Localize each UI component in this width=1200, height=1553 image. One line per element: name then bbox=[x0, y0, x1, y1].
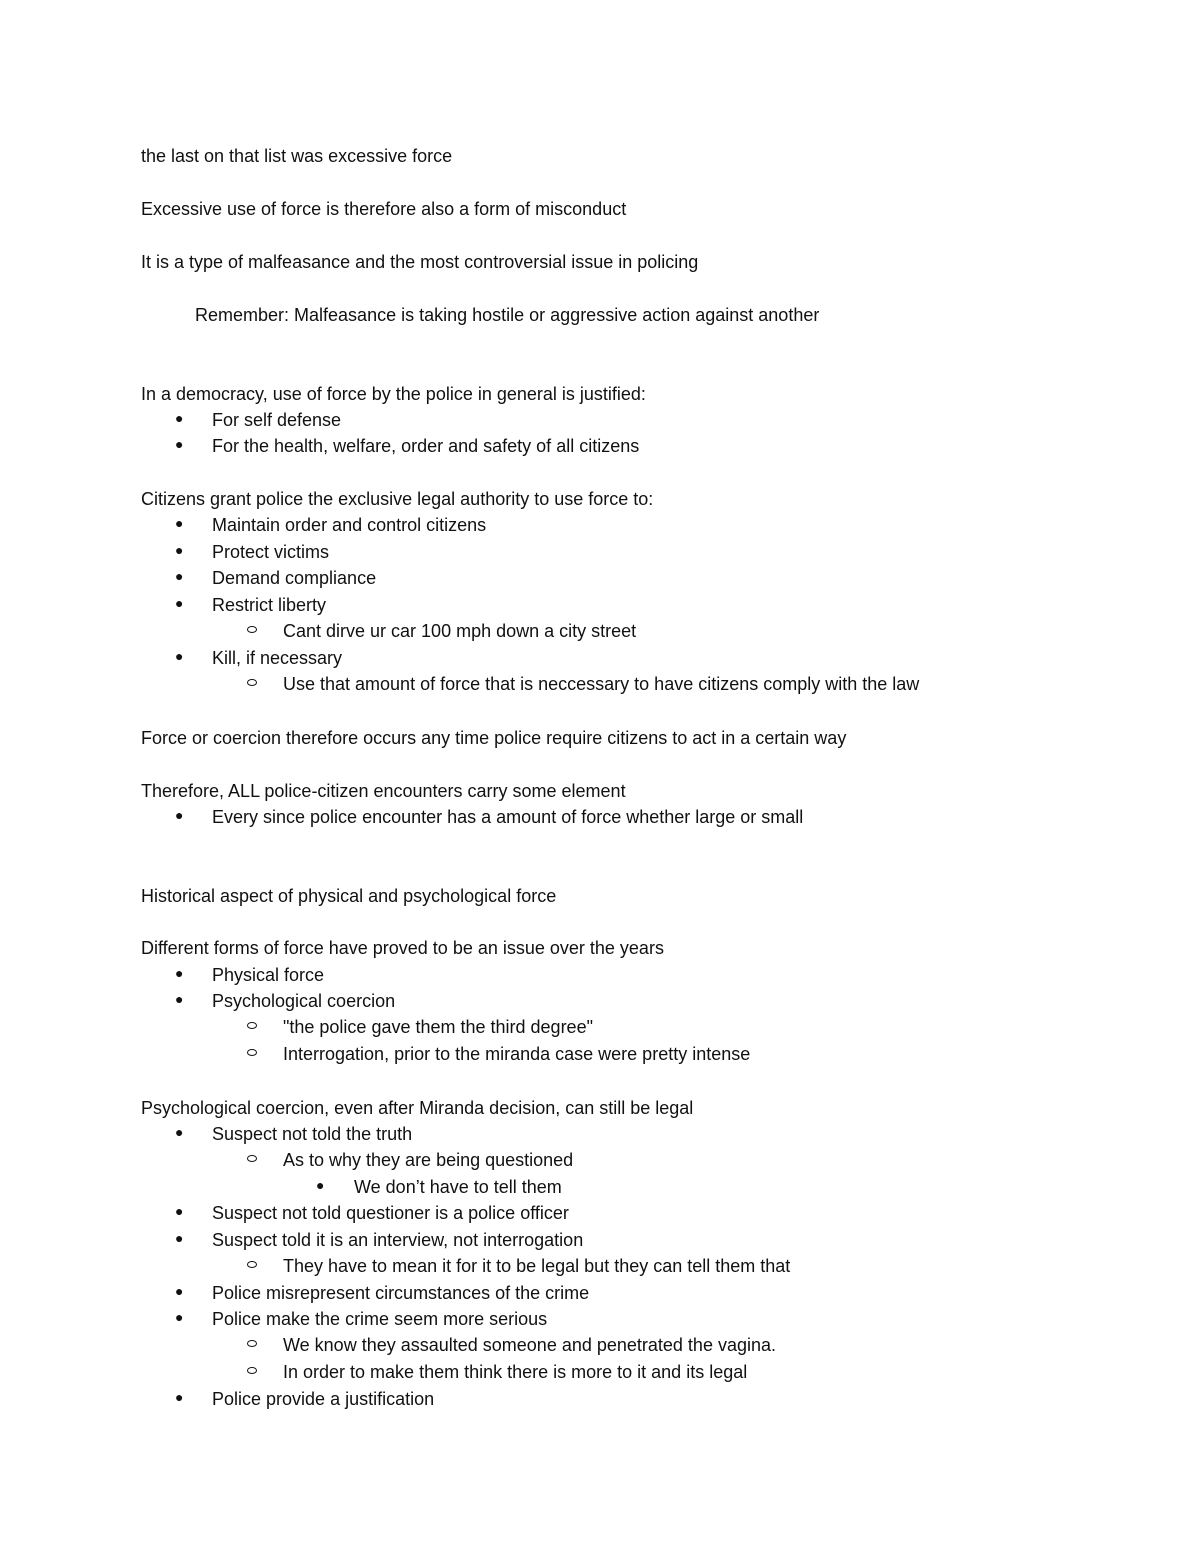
section-heading: Different forms of force have proved to be an issue over the years bbox=[141, 938, 664, 958]
bullet-icon: ● bbox=[175, 1389, 184, 1405]
list-item: For the health, welfare, order and safety of all citizens bbox=[212, 436, 640, 456]
bullet-icon: ● bbox=[316, 1177, 325, 1193]
indented-note: Remember: Malfeasance is taking hostile or aggressive action against another bbox=[195, 305, 820, 325]
list-item: Suspect not told questioner is a police officer bbox=[212, 1203, 569, 1223]
bullet-icon: ● bbox=[175, 807, 184, 823]
list-item: Maintain order and control citizens bbox=[212, 515, 487, 535]
list-item: Psychological coercion bbox=[212, 991, 396, 1011]
list-item: Suspect told it is an interview, not interrogation bbox=[212, 1230, 584, 1250]
sub-list-item: They have to mean it for it to be legal but they can tell them that bbox=[283, 1256, 791, 1276]
sub-list-item: Cant dirve ur car 100 mph down a city street bbox=[283, 621, 637, 641]
sub-sub-list-item: We don’t have to tell them bbox=[354, 1177, 562, 1197]
sub-list-item: Use that amount of force that is neccessary to have citizens comply with the law bbox=[283, 674, 920, 694]
bullet-icon: ● bbox=[175, 436, 184, 452]
bullet-icon: ● bbox=[175, 648, 184, 664]
list-item: Suspect not told the truth bbox=[212, 1124, 413, 1144]
section-heading: Therefore, ALL police-citizen encounters carry some element bbox=[141, 781, 626, 801]
paragraph: Force or coercion therefore occurs any time police require citizens to act in a certain way bbox=[141, 728, 847, 748]
circle-bullet-icon bbox=[247, 1155, 257, 1162]
bullet-icon: ● bbox=[175, 965, 184, 981]
bullet-icon: ● bbox=[175, 1309, 184, 1325]
section-heading: Citizens grant police the exclusive legal authority to use force to: bbox=[141, 489, 654, 509]
bullet-icon: ● bbox=[175, 568, 184, 584]
paragraph: the last on that list was excessive force bbox=[141, 146, 453, 166]
circle-bullet-icon bbox=[247, 1022, 257, 1029]
sub-list-item: As to why they are being questioned bbox=[283, 1150, 574, 1170]
paragraph: It is a type of malfeasance and the most controversial issue in policing bbox=[141, 252, 699, 272]
circle-bullet-icon bbox=[247, 679, 257, 686]
list-item: Restrict liberty bbox=[212, 595, 327, 615]
bullet-icon: ● bbox=[175, 1124, 184, 1140]
bullet-icon: ● bbox=[175, 1203, 184, 1219]
list-item: Kill, if necessary bbox=[212, 648, 343, 668]
paragraph: Historical aspect of physical and psychological force bbox=[141, 886, 557, 906]
bullet-icon: ● bbox=[175, 1230, 184, 1246]
list-item: Police misrepresent circumstances of the crime bbox=[212, 1283, 590, 1303]
circle-bullet-icon bbox=[247, 1367, 257, 1374]
list-item: Police make the crime seem more serious bbox=[212, 1309, 548, 1329]
section-heading: Psychological coercion, even after Miranda decision, can still be legal bbox=[141, 1098, 694, 1118]
list-item: Every since police encounter has a amount of force whether large or small bbox=[212, 807, 804, 827]
circle-bullet-icon bbox=[247, 1340, 257, 1347]
list-item: Demand compliance bbox=[212, 568, 377, 588]
bullet-icon: ● bbox=[175, 410, 184, 426]
list-item: For self defense bbox=[212, 410, 342, 430]
section-heading: In a democracy, use of force by the police in general is justified: bbox=[141, 384, 646, 404]
bullet-icon: ● bbox=[175, 515, 184, 531]
sub-list-item: Interrogation, prior to the miranda case were pretty intense bbox=[283, 1044, 751, 1064]
list-item: Protect victims bbox=[212, 542, 330, 562]
circle-bullet-icon bbox=[247, 626, 257, 633]
sub-list-item: We know they assaulted someone and penetrated the vagina. bbox=[283, 1335, 776, 1355]
circle-bullet-icon bbox=[247, 1049, 257, 1056]
circle-bullet-icon bbox=[247, 1261, 257, 1268]
bullet-icon: ● bbox=[175, 1283, 184, 1299]
sub-list-item: In order to make them think there is more to it and its legal bbox=[283, 1362, 748, 1382]
list-item: Police provide a justification bbox=[212, 1389, 435, 1409]
paragraph: Excessive use of force is therefore also a form of misconduct bbox=[141, 199, 627, 219]
bullet-icon: ● bbox=[175, 595, 184, 611]
bullet-icon: ● bbox=[175, 991, 184, 1007]
bullet-icon: ● bbox=[175, 542, 184, 558]
list-item: Physical force bbox=[212, 965, 325, 985]
sub-list-item: "the police gave them the third degree" bbox=[283, 1017, 593, 1037]
